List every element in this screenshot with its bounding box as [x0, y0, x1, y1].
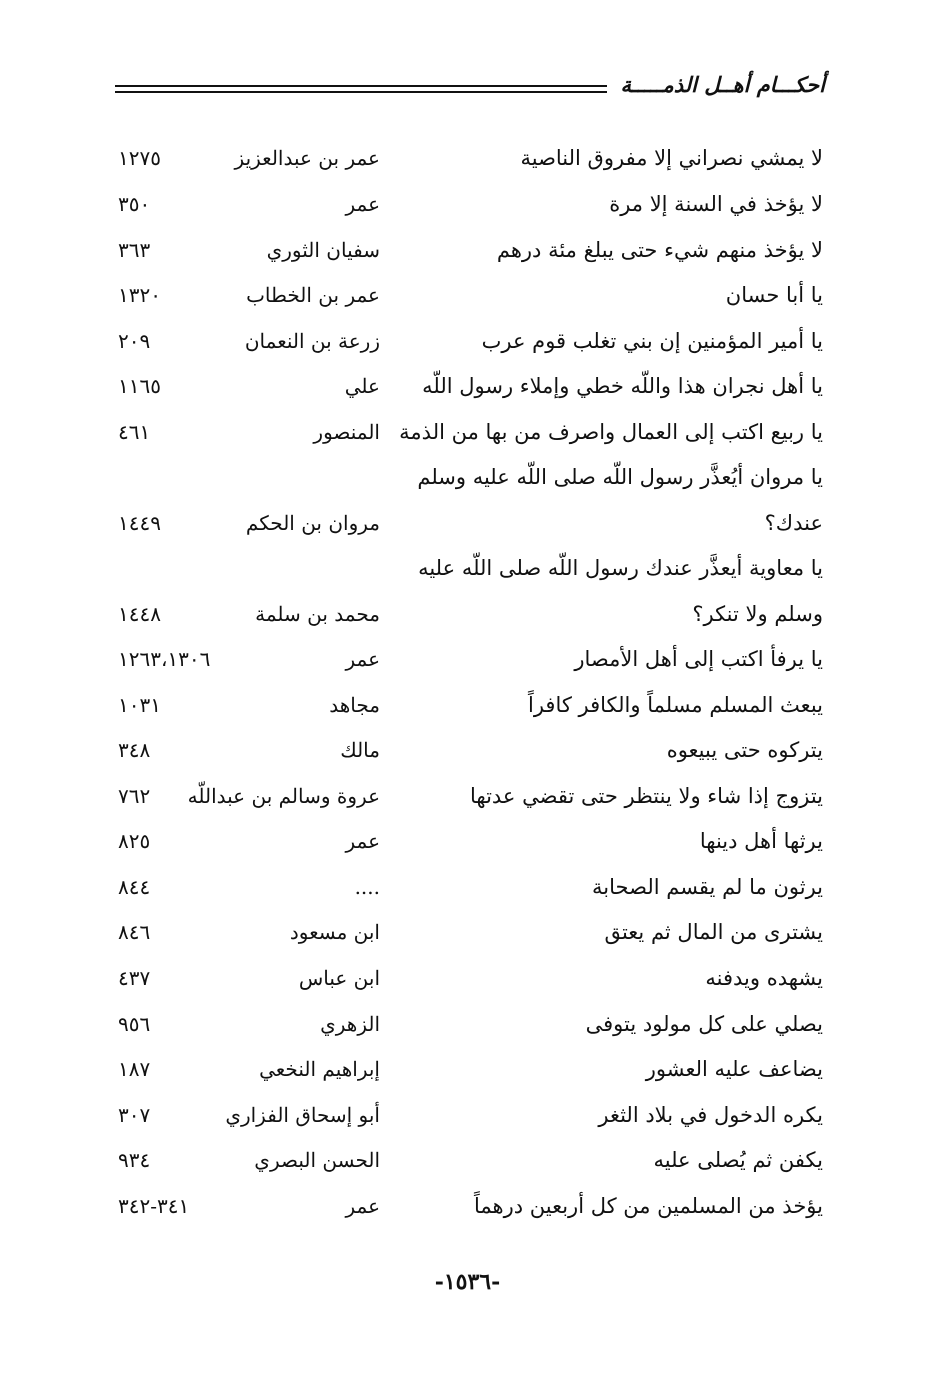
entry-page-ref: ٨٤٦ — [118, 920, 151, 944]
entry-narrator: المنصور — [313, 420, 380, 444]
entry-text: يتزوج إذا شاء ولا ينتظر حتى تقضي عدتها — [469, 784, 823, 808]
entry-text: يتركوه حتى يبيعوه — [666, 738, 823, 762]
entry-narrator: عمر بن عبدالعزيز — [234, 146, 380, 170]
entry-text: يا يرفأ اكتب إلى أهل الأمصار — [574, 647, 823, 671]
entry-narrator: ابن عباس — [298, 966, 380, 990]
entry-narrator: سفيان الثوري — [266, 238, 380, 262]
running-header — [115, 70, 825, 104]
entry-narrator: عمر — [345, 1194, 380, 1218]
entry-narrator: علي — [344, 374, 380, 398]
entry-narrator: مالك — [340, 738, 380, 762]
index-entry — [0, 140, 935, 176]
entry-narrator: مجاهد — [329, 693, 380, 717]
index-entry — [0, 914, 935, 950]
entry-page-ref: ١٢٧٥ — [118, 146, 161, 170]
entry-text: لا يؤخذ منهم شيء حتى يبلغ مئة درهم — [496, 238, 823, 262]
entry-text: لا يمشي نصراني إلا مفروق الناصية — [520, 146, 823, 170]
entry-text: يؤخذ من المسلمين من كل أربعين درهماً — [473, 1194, 823, 1218]
entry-narrator: الزهري — [320, 1012, 380, 1036]
entry-text: يشترى من المال ثم يعتق — [604, 920, 823, 944]
entry-page-ref: ٩٥٦ — [118, 1012, 151, 1036]
entry-page-ref: ١٠٣١ — [118, 693, 161, 717]
entry-text: وسلم ولا تنكر؟ — [692, 602, 823, 626]
index-entry — [0, 550, 935, 586]
index-entry — [0, 641, 935, 677]
index-entry — [0, 596, 935, 632]
entry-narrator: ابن مسعود — [289, 920, 380, 944]
index-entry — [0, 277, 935, 313]
index-entry — [0, 505, 935, 541]
entry-narrator: عروة وسالم بن عبداللّه — [187, 784, 380, 808]
entry-text: يصلي على كل مولود يتوفى — [585, 1012, 823, 1036]
index-entry — [0, 368, 935, 404]
entry-narrator: الحسن البصري — [254, 1148, 380, 1172]
entry-page-ref: ١٨٧ — [118, 1057, 151, 1081]
entry-narrator: زرعة بن النعمان — [244, 329, 380, 353]
index-entry — [0, 732, 935, 768]
entry-narrator: عمر — [345, 192, 380, 216]
index-entry — [0, 1142, 935, 1178]
entry-text: يشهده ويدفنه — [705, 966, 823, 990]
index-entry — [0, 778, 935, 814]
index-entry — [0, 186, 935, 222]
entry-page-ref: ٤٦١ — [118, 420, 151, 444]
index-entry — [0, 1006, 935, 1042]
entry-narrator: أبو إسحاق الفزاري — [225, 1103, 380, 1127]
entry-page-ref: ١٤٤٩ — [118, 511, 161, 535]
entry-text: يا ربيع اكتب إلى العمال واصرف من بها من الذمة — [399, 420, 823, 444]
entry-page-ref: ٤٣٧ — [118, 966, 151, 990]
entry-text: يا أمير المؤمنين إن بني تغلب قوم عرب — [481, 329, 823, 353]
header-rule — [115, 85, 607, 87]
entry-text: يا أبا حسان — [725, 283, 823, 307]
entry-text: يكره الدخول في بلاد الثغر — [598, 1103, 823, 1127]
entry-text: يكفن ثم يُصلى عليه — [653, 1148, 823, 1172]
entry-page-ref: ١١٦٥ — [118, 374, 161, 398]
index-entry — [0, 687, 935, 723]
entry-page-ref: ٧٦٢ — [118, 784, 151, 808]
entry-page-ref: ١٢٦٣،١٣٠٦ — [118, 647, 211, 671]
index-entry — [0, 1051, 935, 1087]
entry-text: يا معاوية أيعذَّر عندك رسول اللّه صلى اللّه عليه — [418, 556, 823, 580]
entry-page-ref: ٨٤٤ — [118, 875, 151, 899]
entry-page-ref: ٣٤١-٣٤٢ — [118, 1194, 190, 1218]
entry-text: عندك؟ — [764, 511, 823, 535]
index-entry — [0, 869, 935, 905]
entry-page-ref: ٣٥٠ — [118, 192, 151, 216]
index-entry — [0, 1097, 935, 1133]
entry-text: يضاعف عليه العشور — [645, 1057, 823, 1081]
index-entry — [0, 414, 935, 450]
entry-text: لا يؤخذ في السنة إلا مرة — [609, 192, 823, 216]
entry-page-ref: ٢٠٩ — [118, 329, 151, 353]
header-rule — [115, 91, 607, 93]
entry-narrator: عمر — [345, 647, 380, 671]
index-entry — [0, 960, 935, 996]
entry-narrator: محمد بن سلمة — [255, 602, 380, 626]
entry-text: يا مروان أيُعذَّر رسول اللّه صلى اللّه عليه وسلم — [417, 465, 823, 489]
page-number: -١٥٣٦- — [434, 1269, 501, 1295]
entry-text: يا أهل نجران هذا واللّه خطي وإملاء رسول اللّه — [422, 374, 823, 398]
entry-narrator: عمر — [345, 829, 380, 853]
entry-text: يرثون ما لم يقسم الصحابة — [592, 875, 823, 899]
entry-narrator: عمر بن الخطاب — [246, 283, 380, 307]
entry-page-ref: ٨٢٥ — [118, 829, 151, 853]
entry-narrator: إبراهيم النخعي — [259, 1057, 380, 1081]
entry-page-ref: ٣٤٨ — [118, 738, 151, 762]
index-entry — [0, 323, 935, 359]
entry-narrator: .... — [354, 875, 380, 899]
entry-page-ref: ٣٠٧ — [118, 1103, 151, 1127]
book-title: أحكـــام أهــل الذمـــــة — [620, 72, 825, 97]
entry-text: يرثها أهل دينها — [699, 829, 823, 853]
entry-page-ref: ١٣٢٠ — [118, 283, 161, 307]
index-entry — [0, 232, 935, 268]
entry-page-ref: ٩٣٤ — [118, 1148, 151, 1172]
index-entry — [0, 1188, 935, 1224]
entry-page-ref: ١٤٤٨ — [118, 602, 161, 626]
entry-page-ref: ٣٦٣ — [118, 238, 151, 262]
entry-narrator: مروان بن الحكم — [245, 511, 380, 535]
index-entry — [0, 459, 935, 495]
entry-text: يبعث المسلم مسلماً والكافر كافراً — [528, 693, 823, 717]
index-entry — [0, 823, 935, 859]
